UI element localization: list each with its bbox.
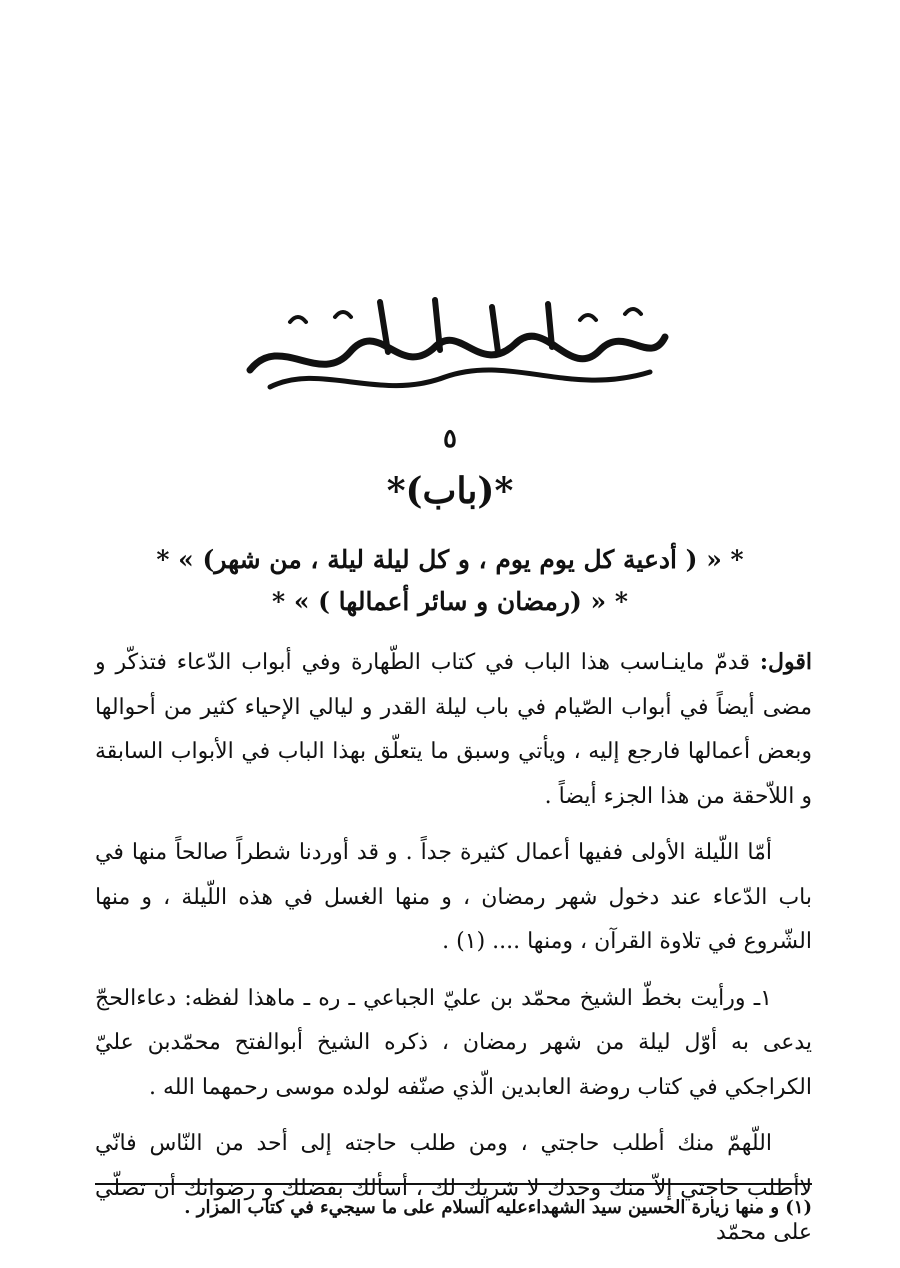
footnote: (١) و منها زيارة الحسين سيد الشهداءعليه السلام على ما سيجيء في كتاب المزار . <box>184 1197 812 1218</box>
paragraph-intro <box>95 640 812 819</box>
chapter-subtitle-line-1: * « ( أدعية كل يوم يوم ، و كل ليلة ليلة ، من شهر) » * <box>156 545 744 574</box>
paragraph-intro-text: قدمّ ماينـاسب هذا الباب في كتاب الطّهارة وفي أبواب الدّعاء فتذكّر و مضى أيضاً في أبواب الصّيام في باب ليلة القدر و ليالي الإحياء كثير من أحوالها وبعض أعمالها فارجع إليه ، ويأتي وسبق ما يتعلّق بهذا الباب في الأبواب السابقة و اللاّحقة من هذا الجزء أيضاً . <box>95 650 812 809</box>
paragraph-first-night: أمّا اللّيلة الأولى ففيها أعمال كثيرة جداً . و قد أوردنا شطراً صالحاً منها في باب الدّعاء عند دخول شهر رمضان ، و منها الغسل في هذه اللّيلة ، و منها الشّروع في تلاوة القرآن ، ومنها .... (١) . <box>95 840 812 954</box>
main-text <box>95 640 812 1268</box>
footnote-separator <box>95 1183 812 1185</box>
chapter-title: *(باب)* <box>386 470 514 512</box>
basmala-calligraphy <box>230 292 680 402</box>
paragraph-lead-word: اقول: <box>759 649 812 675</box>
page-number: ٥ <box>443 424 457 454</box>
paragraph-supplication: اللّهمّ منك أطلب حاجتي ، ومن طلب حاجته إلى أحد من النّاس فانّي لاأطلب حاجتي إلاّ منك وحدك لا شريك لك ، أسألك بفضلك و رضوانك أن تصلّي على محمّد <box>95 1131 812 1245</box>
paragraph-narration: ١ـ ورأيت بخطّ الشيخ محمّد بن عليّ الجباعي ـ ره ـ ماهذا لفظه: دعاءالحجّ يدعى به أوّل ليلة من شهر رمضان ، ذكره الشيخ أبوالفتح محمّدبن عليّ الكراجكي في كتاب روضة العابدين الّذي صنّفه لولده موسى رحمهما الله . <box>95 985 812 1100</box>
chapter-subtitle-line-2: * « (رمضان و سائر أعمالها ) » * <box>272 587 628 616</box>
